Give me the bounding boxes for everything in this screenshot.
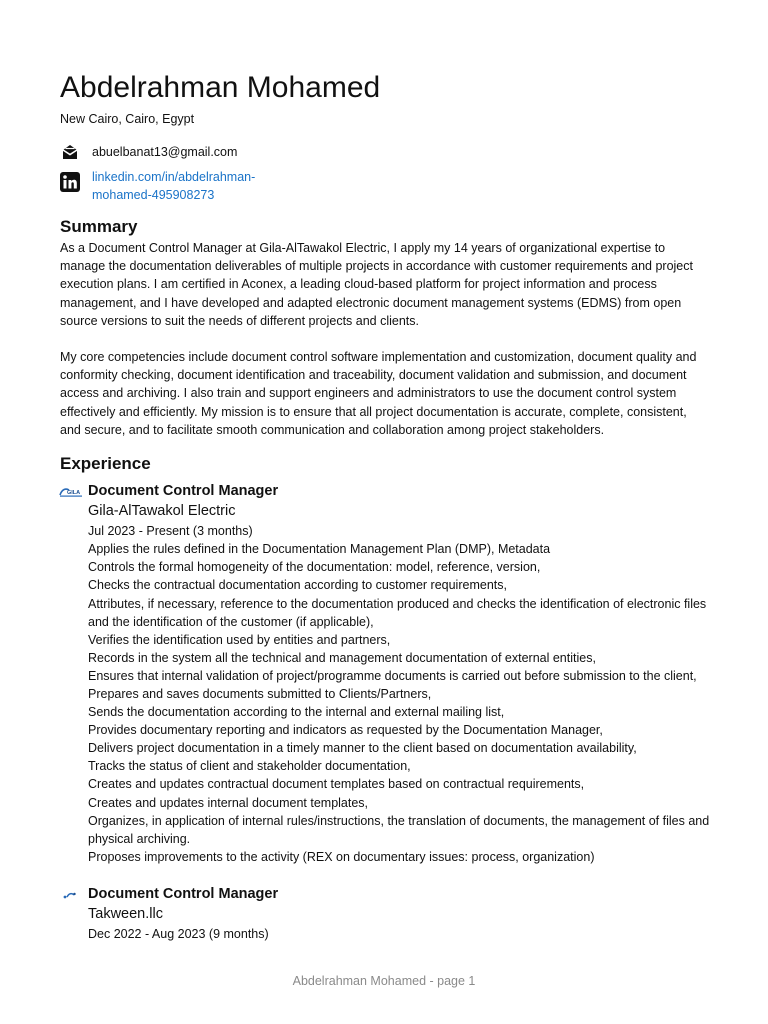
job-dates: Dec 2022 - Aug 2023 (9 months) [88,926,269,941]
company-name: Gila-AlTawakol Electric [88,503,236,520]
duties-list [88,540,710,866]
summary-heading: Summary [60,217,138,236]
candidate-name: Abdelrahman Mohamed [60,71,381,104]
summary-paragraph: My core competencies include document control software implementation and customization, document quality and conformity checking, document identification and traceability, document validation and submission, and document access and archiving. I also train and support engineers and administrators to use the document control system effectively and efficiently. My mission is to ensure that all project documentation is accurate, complete, consistent, and secure, and to facilitate smooth communication and collaboration among project stakeholders. [60,350,697,437]
job-dates: Jul 2023 - Present (3 months) [88,524,253,539]
duty-item: Verifies the identification used by entities and partners, [88,632,391,647]
duty-item: Creates and updates internal document templates, [88,795,369,810]
resume-page [60,68,710,943]
duty-item: Attributes, if necessary, reference to the documentation produced and checks the identification of electronic files and the identification of the customer (if applicable), [88,596,707,629]
job-entry [60,482,710,866]
candidate-location: New Cairo, Cairo, Egypt [60,112,195,126]
email-row [60,142,710,162]
summary-paragraph: As a Document Control Manager at Gila-AlTawakol Electric, I apply my 14 years of organizational expertise to manage the documentation deliverables of multiple projects in accordance with customer requirements and project execution plans. I am certified in Aconex, a leading cloud-based platform for project information and process management, and I have developed and adapted electronic document management systems (EDMS) from open source versions to suit the needs of different projects and clients. [60,241,693,328]
linkedin-link-line1[interactable]: linkedin.com/in/abdelrahman- [92,170,256,184]
duty-item: Provides documentary reporting and indicators as requested by the Documentation Manager, [88,723,603,738]
duty-item: Delivers project documentation in a timely manner to the client based on documentation availability, [88,741,637,756]
job-title: Document Control Manager [88,885,279,902]
takween-logo-icon [59,888,83,900]
duty-item: Sends the documentation according to the internal and external mailing list, [88,705,505,720]
job-title: Document Control Manager [88,483,279,500]
duty-item: Checks the contractual documentation according to customer requirements, [88,578,507,593]
summary-body [60,239,710,439]
duty-item: Applies the rules defined in the Documentation Management Plan (DMP), Metadata [88,542,551,557]
duty-item: Controls the formal homogeneity of the documentation: model, reference, version, [88,560,541,575]
duty-item: Organizes, in application of internal rules/instructions, the translation of documents, the management of files and physical archiving. [88,813,710,846]
experience-heading: Experience [60,454,151,474]
linkedin-link-line2[interactable]: mohamed-495908273 [92,188,215,202]
duty-item: Prepares and saves documents submitted to Clients/Partners, [88,686,432,701]
linkedin-link[interactable] [92,168,255,204]
duty-item: Proposes improvements to the activity (REX on documentary issues: process, organization) [88,849,595,864]
linkedin-icon [60,172,80,192]
duty-item: Tracks the status of client and stakeholder documentation, [88,759,411,774]
linkedin-row [60,168,710,204]
company-name: Takween.llc [88,905,163,922]
duty-item: Records in the system all the technical and management documentation of external entities, [88,650,596,665]
gila-logo-icon [59,485,83,497]
job-entry [60,885,710,943]
email-icon [60,142,80,162]
email-address[interactable]: abuelbanat13@gmail.com [92,145,238,159]
duty-item: Creates and updates contractual document templates based on contractual requirements, [88,777,585,792]
page-footer: Abdelrahman Mohamed - page 1 [292,974,476,988]
duty-item: Ensures that internal validation of project/programme documents is carried out before submission to the client, [88,668,697,683]
gila-logo-text: GILA [67,490,81,497]
